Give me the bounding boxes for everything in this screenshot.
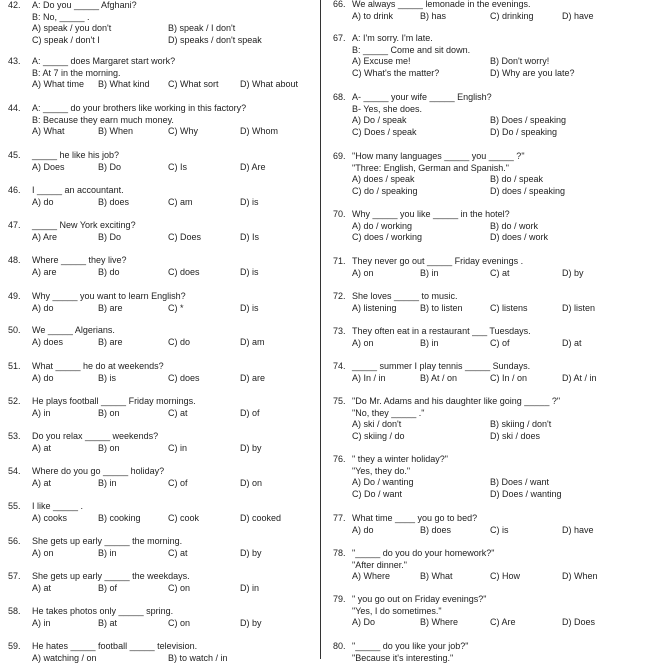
question-number: 46.	[8, 185, 21, 197]
answer-option-c[interactable]: C) drinking	[490, 11, 534, 23]
answer-option-c[interactable]: C) am	[168, 197, 193, 209]
answer-option-c[interactable]: C) Are	[490, 617, 516, 629]
answer-option-a[interactable]: A) do	[32, 197, 54, 209]
question-number: 67.	[333, 33, 346, 45]
question-text: Why _____ you like _____ in the hotel?	[352, 209, 510, 221]
question-text: We _____ Algerians.	[32, 325, 115, 337]
question-text: We always _____ lemonade in the evenings.	[352, 0, 530, 11]
question-number: 76.	[333, 454, 346, 466]
question-number: 44.	[8, 103, 21, 115]
answer-option-d[interactable]: D) When	[562, 571, 598, 583]
question-text: He hates _____ football _____ television.	[32, 641, 197, 653]
answer-option-c[interactable]: C) at	[168, 548, 188, 560]
answer-option-b[interactable]: B) Do	[98, 162, 121, 174]
answer-option-a[interactable]: A) cooks	[32, 513, 67, 525]
question-text: Why _____ you want to learn English?	[32, 291, 186, 303]
answer-option-d[interactable]: D) speaks / don't speak	[168, 35, 262, 47]
answer-option-d[interactable]: D) At / in	[562, 373, 597, 385]
answer-option-b[interactable]: B) Don't worry!	[490, 56, 549, 68]
answer-option-a[interactable]: A) In / in	[352, 373, 386, 385]
question-line: B: _____ Come and sit down.	[352, 45, 470, 57]
answer-option-a[interactable]: A) on	[352, 268, 374, 280]
question-text: Where do you go _____ holiday?	[32, 466, 164, 478]
answer-option-c[interactable]: C) is	[490, 525, 509, 537]
answer-option-d[interactable]: D) of	[240, 408, 260, 420]
answer-option-c[interactable]: C) do	[168, 337, 190, 349]
answer-option-b[interactable]: B) Does / want	[490, 477, 549, 489]
question-text: "Do Mr. Adams and his daughter like going _____ ?"	[352, 396, 560, 408]
answer-option-a[interactable]: A) Are	[32, 232, 57, 244]
answer-option-a[interactable]: A) Do	[352, 617, 375, 629]
answer-option-d[interactable]: D) am	[240, 337, 265, 349]
answer-option-b[interactable]: B) on	[98, 408, 120, 420]
question-number: 58.	[8, 606, 21, 618]
answer-option-b[interactable]: B) in	[420, 338, 439, 350]
answer-option-c[interactable]: C) does / working	[352, 232, 422, 244]
answer-option-a[interactable]: A) on	[32, 548, 54, 560]
answer-option-b[interactable]: B) Does / speaking	[490, 115, 566, 127]
question-text: "_____ do you do your homework?"	[352, 548, 494, 560]
answer-option-b[interactable]: B) at	[98, 618, 117, 630]
question-number: 78.	[333, 548, 346, 560]
answer-option-d[interactable]: D) ski / does	[490, 431, 540, 443]
answer-option-a[interactable]: A) at	[32, 478, 51, 490]
answer-option-a[interactable]: A) Do / wanting	[352, 477, 414, 489]
answer-option-c[interactable]: C) What's the matter?	[352, 68, 439, 80]
question-text: "_____ do you like your job?"	[352, 641, 468, 653]
answer-option-a[interactable]: A) on	[352, 338, 374, 350]
question-number: 59.	[8, 641, 21, 653]
answer-option-c[interactable]: C) of	[490, 338, 510, 350]
question-text: Do you relax _____ weekends?	[32, 431, 158, 443]
answer-option-d[interactable]: D) listen	[562, 303, 595, 315]
answer-option-d[interactable]: D) have	[562, 11, 594, 23]
question-number: 56.	[8, 536, 21, 548]
answer-option-a[interactable]: A) does / speak	[352, 174, 415, 186]
question-line: "Yes, they do."	[352, 466, 410, 478]
question-text: A: _____ do your brothers like working in this factory?	[32, 103, 246, 115]
answer-option-b[interactable]: B) has	[420, 11, 446, 23]
question-text: "How many languages _____ you _____ ?"	[352, 151, 525, 163]
answer-option-d[interactable]: D) Are	[240, 162, 266, 174]
answer-option-a[interactable]: A) ski / don't	[352, 419, 401, 431]
column-divider	[320, 0, 321, 659]
answer-option-a[interactable]: A) Does	[32, 162, 65, 174]
question-text: A: I'm sorry. I'm late.	[352, 33, 433, 45]
question-line: B- Yes, she does.	[352, 104, 422, 116]
answer-option-c[interactable]: C) do / speaking	[352, 186, 418, 198]
question-line: B: No, _____ .	[32, 12, 90, 24]
answer-option-d[interactable]: D) on	[240, 478, 262, 490]
question-number: 68.	[333, 92, 346, 104]
answer-option-d[interactable]: D) by	[240, 618, 262, 630]
question-text: _____ New York exciting?	[32, 220, 136, 232]
answer-option-c[interactable]: C) on	[168, 618, 190, 630]
answer-option-a[interactable]: A) listening	[352, 303, 397, 315]
answer-option-b[interactable]: B) Do	[98, 232, 121, 244]
answer-option-b[interactable]: B) to listen	[420, 303, 463, 315]
answer-option-d[interactable]: D) are	[240, 373, 265, 385]
answer-option-b[interactable]: B) do / speak	[490, 174, 543, 186]
answer-option-a[interactable]: A) watching / on	[32, 653, 97, 664]
question-number: 43.	[8, 56, 21, 68]
answer-option-b[interactable]: B) does	[98, 197, 129, 209]
answer-option-a[interactable]: A) in	[32, 618, 51, 630]
answer-option-b[interactable]: B) Where	[420, 617, 458, 629]
question-number: 49.	[8, 291, 21, 303]
answer-option-d[interactable]: D) does / work	[490, 232, 548, 244]
answer-option-d[interactable]: D) Do / speaking	[490, 127, 557, 139]
question-number: 74.	[333, 361, 346, 373]
question-number: 73.	[333, 326, 346, 338]
answer-option-d[interactable]: D) Is	[240, 232, 259, 244]
answer-option-d[interactable]: D) Why are you late?	[490, 68, 575, 80]
question-number: 42.	[8, 0, 21, 12]
answer-option-a[interactable]: A) at	[32, 443, 51, 455]
answer-option-b[interactable]: B) does	[420, 525, 451, 537]
answer-option-a[interactable]: A) do	[32, 303, 54, 315]
question-line: "Because it's interesting."	[352, 653, 453, 664]
question-text: A- _____ your wife _____ English?	[352, 92, 492, 104]
answer-option-c[interactable]: C) Does / speak	[352, 127, 417, 139]
answer-option-c[interactable]: C) speak / don't I	[32, 35, 100, 47]
question-text: They often eat in a restaurant ___ Tuesdays.	[352, 326, 531, 338]
answer-option-c[interactable]: C) Why	[168, 126, 198, 138]
answer-option-c[interactable]: C) In / on	[490, 373, 527, 385]
answer-option-d[interactable]: D) at	[562, 338, 582, 350]
answer-option-d[interactable]: D) What about	[240, 79, 298, 91]
answer-option-c[interactable]: C) Is	[168, 162, 187, 174]
answer-option-d[interactable]: D) Does / wanting	[490, 489, 562, 501]
question-line: "Yes, I do sometimes."	[352, 606, 442, 618]
question-number: 45.	[8, 150, 21, 162]
question-number: 55.	[8, 501, 21, 513]
answer-option-b[interactable]: B) in	[98, 548, 117, 560]
answer-option-d[interactable]: D) Whom	[240, 126, 278, 138]
answer-option-d[interactable]: D) cooked	[240, 513, 281, 525]
answer-option-c[interactable]: C) at	[168, 408, 188, 420]
question-line: B: At 7 in the morning.	[32, 68, 121, 80]
answer-option-d[interactable]: D) by	[562, 268, 584, 280]
question-text: A: _____ does Margaret start work?	[32, 56, 175, 68]
answer-option-b[interactable]: B) to watch / in	[168, 653, 228, 664]
question-text: She loves _____ to music.	[352, 291, 458, 303]
answer-option-b[interactable]: B) cooking	[98, 513, 141, 525]
answer-option-b[interactable]: B) of	[98, 583, 117, 595]
answer-option-c[interactable]: C) cook	[168, 513, 199, 525]
answer-option-c[interactable]: C) in	[168, 443, 187, 455]
question-text: _____ summer I play tennis _____ Sundays.	[352, 361, 530, 373]
answer-option-b[interactable]: B) do / work	[490, 221, 538, 233]
question-text: I _____ an accountant.	[32, 185, 124, 197]
answer-option-b[interactable]: B) in	[420, 268, 439, 280]
question-number: 57.	[8, 571, 21, 583]
question-number: 79.	[333, 594, 346, 606]
answer-option-b[interactable]: B) are	[98, 337, 123, 349]
question-number: 47.	[8, 220, 21, 232]
answer-option-c[interactable]: C) skiing / do	[352, 431, 405, 443]
answer-option-b[interactable]: B) When	[98, 126, 133, 138]
question-number: 75.	[333, 396, 346, 408]
question-text: " you go out on Friday evenings?"	[352, 594, 486, 606]
question-text: A: Do you _____ Afghani?	[32, 0, 137, 12]
answer-option-d[interactable]: D) in	[240, 583, 259, 595]
question-number: 70.	[333, 209, 346, 221]
question-number: 77.	[333, 513, 346, 525]
answer-option-a[interactable]: A) are	[32, 267, 57, 279]
question-number: 53.	[8, 431, 21, 443]
answer-option-d[interactable]: D) by	[240, 548, 262, 560]
question-number: 54.	[8, 466, 21, 478]
question-line: "No, they _____ ."	[352, 408, 424, 420]
question-text: What _____ he do at weekends?	[32, 361, 164, 373]
answer-option-a[interactable]: A) in	[32, 408, 51, 420]
question-number: 71.	[333, 256, 346, 268]
question-text: _____ he like his job?	[32, 150, 119, 162]
question-number: 80.	[333, 641, 346, 653]
answer-option-d[interactable]: D) does / speaking	[490, 186, 565, 198]
question-number: 51.	[8, 361, 21, 373]
question-line: "Three: English, German and Spanish."	[352, 163, 509, 175]
answer-option-c[interactable]: C) Does	[168, 232, 201, 244]
answer-option-b[interactable]: B) on	[98, 443, 120, 455]
answer-option-c[interactable]: C) Do / want	[352, 489, 402, 501]
answer-option-d[interactable]: D) is	[240, 197, 259, 209]
answer-option-a[interactable]: A) does	[32, 337, 63, 349]
answer-option-c[interactable]: C) How	[490, 571, 520, 583]
question-text: I like _____ .	[32, 501, 83, 513]
answer-option-a[interactable]: A) Do / speak	[352, 115, 407, 127]
answer-option-a[interactable]: A) do / working	[352, 221, 412, 233]
question-number: 69.	[333, 151, 346, 163]
answer-option-c[interactable]: C) of	[168, 478, 188, 490]
question-number: 66.	[333, 0, 346, 11]
answer-option-b[interactable]: B) What	[420, 571, 453, 583]
answer-option-a[interactable]: A) Where	[352, 571, 390, 583]
answer-option-b[interactable]: B) in	[98, 478, 117, 490]
answer-option-d[interactable]: D) Does	[562, 617, 595, 629]
answer-option-c[interactable]: C) on	[168, 583, 190, 595]
answer-option-b[interactable]: B) At / on	[420, 373, 457, 385]
answer-option-d[interactable]: D) is	[240, 303, 259, 315]
answer-option-c[interactable]: C) *	[168, 303, 184, 315]
question-number: 72.	[333, 291, 346, 303]
answer-option-c[interactable]: C) listens	[490, 303, 528, 315]
answer-option-b[interactable]: B) What kind	[98, 79, 150, 91]
answer-option-a[interactable]: A) speak / you don't	[32, 23, 111, 35]
question-number: 50.	[8, 325, 21, 337]
answer-option-b[interactable]: B) do	[98, 267, 120, 279]
question-line: "After dinner."	[352, 560, 407, 572]
answer-option-a[interactable]: A) do	[352, 525, 374, 537]
answer-option-a[interactable]: A) What	[32, 126, 65, 138]
answer-option-c[interactable]: C) at	[490, 268, 510, 280]
answer-option-b[interactable]: B) are	[98, 303, 123, 315]
answer-option-a[interactable]: A) at	[32, 583, 51, 595]
question-text: Where _____ they live?	[32, 255, 127, 267]
question-text: She gets up early _____ the weekdays.	[32, 571, 190, 583]
answer-option-a[interactable]: A) What time	[32, 79, 84, 91]
question-number: 48.	[8, 255, 21, 267]
question-number: 52.	[8, 396, 21, 408]
answer-option-c[interactable]: C) What sort	[168, 79, 219, 91]
answer-option-b[interactable]: B) skiing / don't	[490, 419, 551, 431]
question-text: He takes photos only _____ spring.	[32, 606, 173, 618]
answer-option-d[interactable]: D) have	[562, 525, 594, 537]
question-text: She gets up early _____ the morning.	[32, 536, 182, 548]
question-text: He plays football _____ Friday mornings.	[32, 396, 196, 408]
answer-option-a[interactable]: A) to drink	[352, 11, 393, 23]
question-text: They never go out _____ Friday evenings .	[352, 256, 523, 268]
answer-option-d[interactable]: D) by	[240, 443, 262, 455]
answer-option-b[interactable]: B) is	[98, 373, 116, 385]
answer-option-d[interactable]: D) is	[240, 267, 259, 279]
answer-option-c[interactable]: C) does	[168, 373, 200, 385]
answer-option-b[interactable]: B) speak / I don't	[168, 23, 235, 35]
question-text: What time ____ you go to bed?	[352, 513, 477, 525]
answer-option-c[interactable]: C) does	[168, 267, 200, 279]
answer-option-a[interactable]: A) Excuse me!	[352, 56, 411, 68]
answer-option-a[interactable]: A) do	[32, 373, 54, 385]
question-line: B: Because they earn much money.	[32, 115, 174, 127]
question-text: " they a winter holiday?"	[352, 454, 448, 466]
